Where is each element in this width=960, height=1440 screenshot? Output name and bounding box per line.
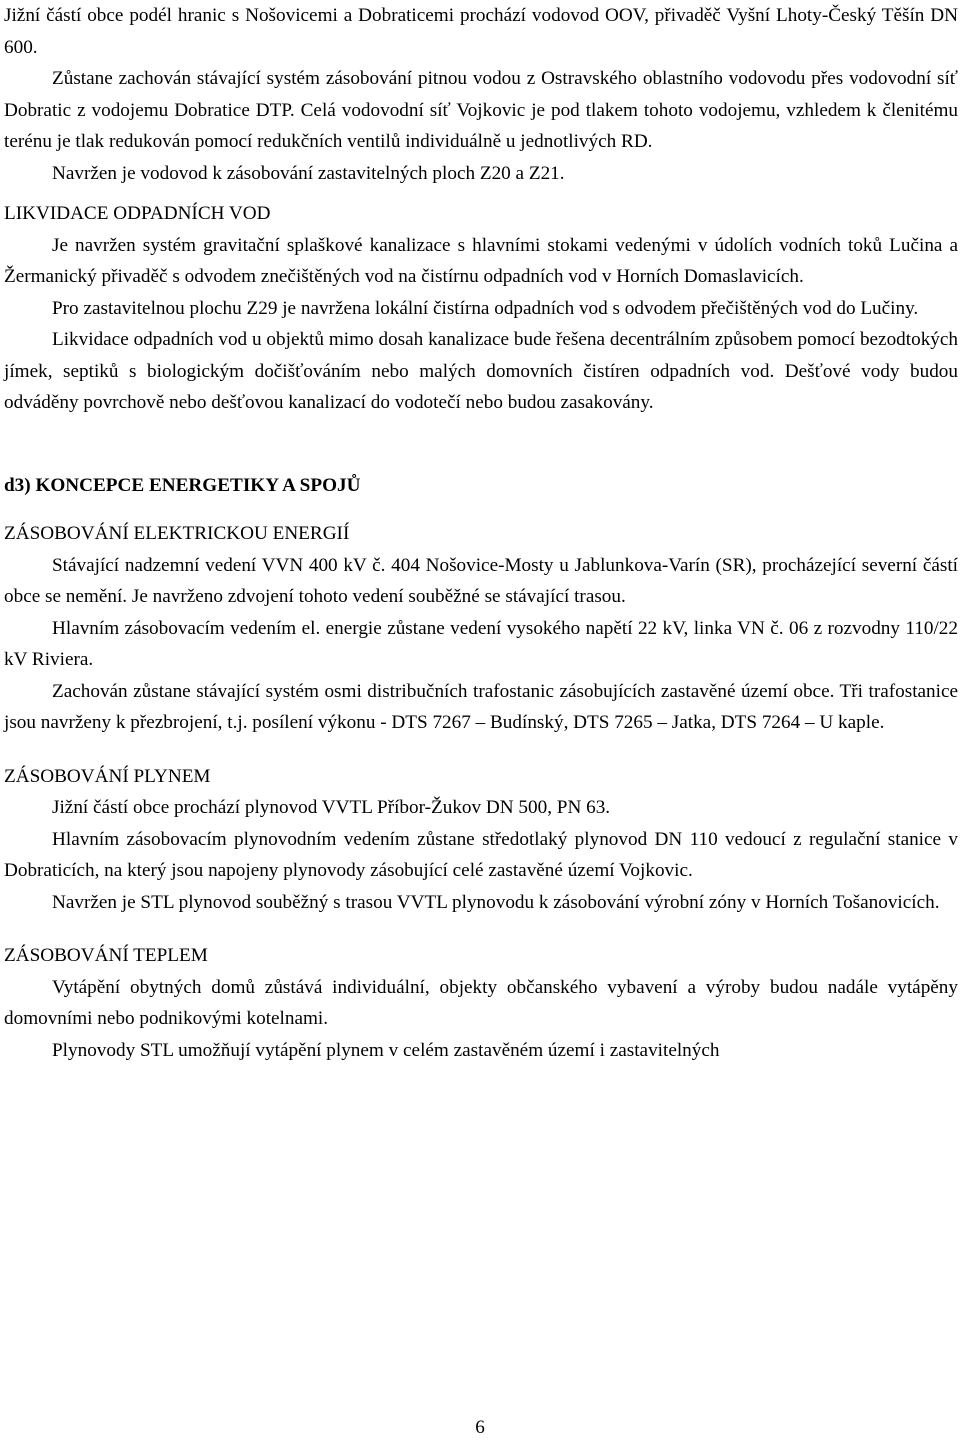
spacer bbox=[4, 918, 958, 940]
paragraph-electricity-2: Hlavním zásobovacím vedením el. energie zůstane vedení vysokého napětí 22 kV, linka VN č. 06 z rozvodny 110/22 kV Riviera. bbox=[4, 617, 958, 670]
section-heading-energy: d3) KONCEPCE ENERGETIKY A SPOJŮ bbox=[4, 474, 361, 496]
spacer bbox=[4, 189, 958, 198]
paragraph-gas-2: Hlavním zásobovacím plynovodním vedením zůstane středotlaký plynovod DN 110 vedoucí z regulační stanice v Dobraticích, na který jsou napojeny plynovody zásobující celé zastavěné území Vojkovic. bbox=[4, 828, 958, 881]
heading-electricity: ZÁSOBOVÁNÍ ELEKTRICKOU ENERGIÍ bbox=[4, 523, 350, 544]
heading-heat: ZÁSOBOVÁNÍ TEPLEM bbox=[4, 945, 208, 966]
paragraph-water-3: Navržen je vodovod k zásobování zastavitelných ploch Z20 a Z21. bbox=[52, 162, 565, 184]
paragraph-gas-1: Jižní částí obce prochází plynovod VVTL Příbor-Žukov DN 500, PN 63. bbox=[52, 797, 611, 818]
paragraph-heat-2: Plynovody STL umožňují vytápění plynem v celém zastavěném území i zastavitelných bbox=[52, 1039, 720, 1061]
heading-gas: ZÁSOBOVÁNÍ PLYNEM bbox=[4, 765, 211, 787]
paragraph-electricity-1: Stávající nadzemní vedení VVN 400 kV č. 404 Nošovice-Mosty u Jablunkova-Varín (SR), procházející severní částí obce se nemění. Je navrženo zdvojení tohoto vedení souběžné se stávající trasou. bbox=[4, 554, 958, 607]
spacer bbox=[4, 419, 958, 470]
page-number: 6 bbox=[475, 1417, 485, 1438]
paragraph-gas-3: Navržen je STL plynovod souběžný s trasou VVTL plynovodu k zásobování výrobní zóny v Horních Tošanovicích. bbox=[52, 891, 940, 913]
paragraph-water-1: Jižní částí obce podél hranic s Nošovicemi a Dobraticemi prochází vodovod OOV, přivaděč Vyšní Lhoty-Český Těšín DN 600. bbox=[4, 5, 958, 58]
paragraph-wastewater-3: Likvidace odpadních vod u objektů mimo dosah kanalizace bude řešena decentrálním způsobem pomocí bezodtokých jímek, septiků s biologickým dočišťováním nebo malých domovních čistíren odpadních vod. Dešťové vody budou odváděny povrchově nebo dešťovou kanalizací do vodotečí nebo budou zasakovány. bbox=[4, 329, 958, 413]
paragraph-electricity-3: Zachován zůstane stávající systém osmi distribučních trafostanic zásobujících zastavěné území obce. Tři trafostanice jsou navrženy k přezbrojení, t.j. posílení výkonu - DTS 7267 – Budínský, DTS 7265 – Jatka, DTS 7264 – U kaple. bbox=[4, 680, 958, 733]
paragraph-heat-1: Vytápění obytných domů zůstává individuální, objekty občanského vybavení a výroby budou nadále vytápěny domovními nebo podnikovými kotelnami. bbox=[4, 976, 958, 1029]
paragraph-wastewater-2: Pro zastavitelnou plochu Z29 je navržena lokální čistírna odpadních vod s odvodem přečištěných vod do Lučiny. bbox=[52, 297, 919, 319]
heading-wastewater: LIKVIDACE ODPADNÍCH VOD bbox=[4, 203, 271, 224]
spacer bbox=[4, 739, 958, 761]
spacer bbox=[4, 501, 958, 518]
paragraph-water-2: Zůstane zachován stávající systém zásobování pitnou vodou z Ostravského oblastního vodovodu přes vodovodní síť Dobratic z vodojemu Dobratice DTP. Celá vodovodní síť Vojkovic je pod tlakem tohoto vodojemu, vzhledem k členitému terénu je tlak redukován pomocí redukčních ventilů individuálně u jednotlivých RD. bbox=[4, 68, 958, 152]
paragraph-wastewater-1: Je navržen systém gravitační splaškové kanalizace s hlavními stokami vedenými v údolích vodních toků Lučina a Žermanický přivaděč s odvodem znečištěných vod na čistírnu odpadních vod v Horních Domaslavicích. bbox=[4, 234, 958, 287]
document-page bbox=[4, 0, 958, 1066]
